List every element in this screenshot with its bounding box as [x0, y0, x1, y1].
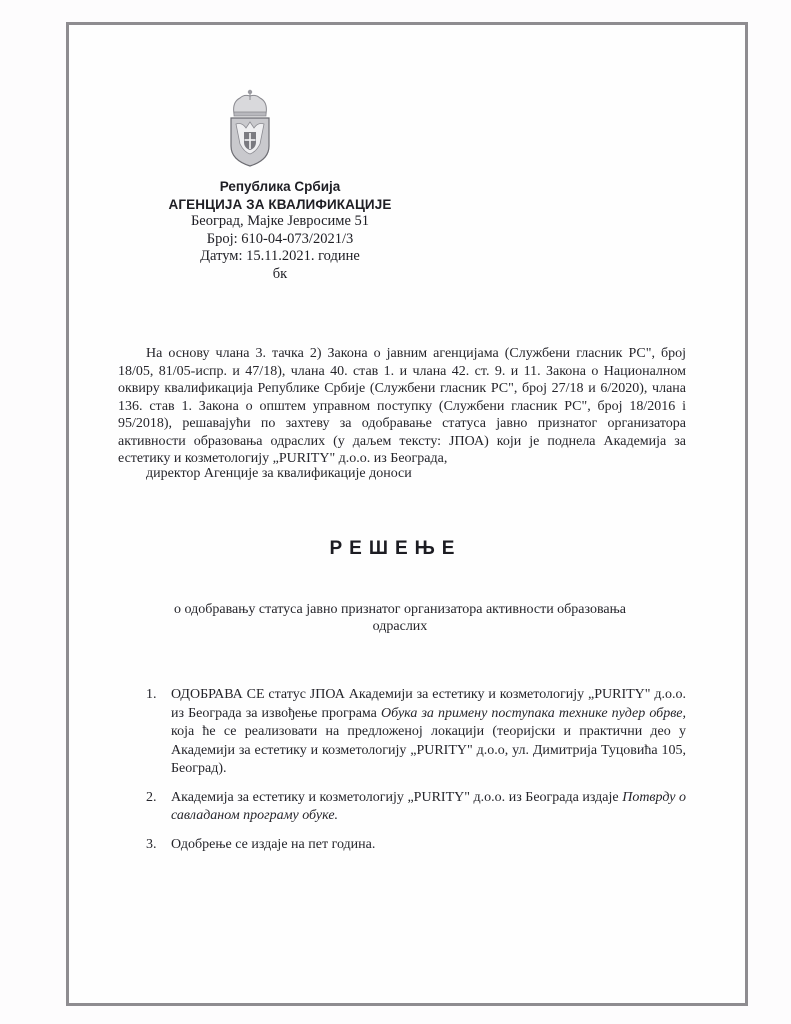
item-text: Академија за естетику и козметологију „PURITY" д.о.о. из Београда издаје: [171, 789, 623, 805]
item-number: 3.: [146, 836, 157, 852]
list-item: [146, 789, 686, 826]
list-item: [146, 686, 686, 779]
decision-subtitle: о одобравању статуса јавно признатог организатора активности образовања одраслих: [174, 602, 626, 634]
item-italic-text: Обука за примену поступака технике пудер обрве,: [380, 705, 686, 721]
header-agency: АГЕНЦИЈА ЗА КВАЛИФИКАЦИЈЕ: [168, 196, 392, 212]
preamble-paragraph: На основу члана 3. тачка 2) Закона о јавним агенцијама (Службени гласник РС", број 18/05, 81/05-испр. и 47/18), члана 40. став 1. и члана 42. ст. 9. и 11. Закона о Националном оквиру квалификација Републике Србије (Службени гласник РС", број 27/18 и 6/2020), члана 136. став 1. Закона о општем управном поступку (Службени гласник РС", број 18/2016 і 95/2018), решавајући по захтеву за одобравање статуса јавно признатог организатора активности образовања одраслих (у даљем тексту: ЈПОА) који је поднела Академија за естетику и козметологију „PURITY" д.о.о. из Београда,: [118, 346, 686, 466]
header-number: Број: 610-04-073/2021/3: [206, 230, 354, 247]
item-text: ОДОБРАВА СЕ статус ЈПОА Академији за естетику и козметологију „PURITY" д.о.о. из Београда за извођење програма: [171, 687, 686, 721]
list-item: [146, 836, 686, 855]
document-header: [150, 178, 410, 283]
item-italic-text: Потврду о савладаном програму обуке.: [171, 789, 686, 823]
item-text: Одобрење се издаје на пет година.: [171, 836, 376, 852]
coat-of-arms-icon: [226, 88, 274, 168]
item-number: 2.: [146, 789, 157, 805]
header-initials: бк: [272, 265, 288, 282]
decision-items: [146, 686, 686, 864]
header-country: Република Србија: [219, 179, 341, 194]
header-date: Датум: 15.11.2021. године: [200, 248, 360, 264]
item-number: 1.: [146, 687, 157, 702]
item-text-continued: која ће се реализовати на предложеној локацији (теоријски и практични део у Академији за естетику и козметологију „PURITY" д.о.о, ул. Димитрија Туцовића 105, Београд).: [171, 724, 686, 776]
header-address: Београд, Мајке Јевросиме 51: [190, 213, 370, 229]
decision-title: РЕШЕЊЕ: [329, 538, 462, 559]
director-line: директор Агенције за квалификације доноси: [146, 466, 412, 481]
